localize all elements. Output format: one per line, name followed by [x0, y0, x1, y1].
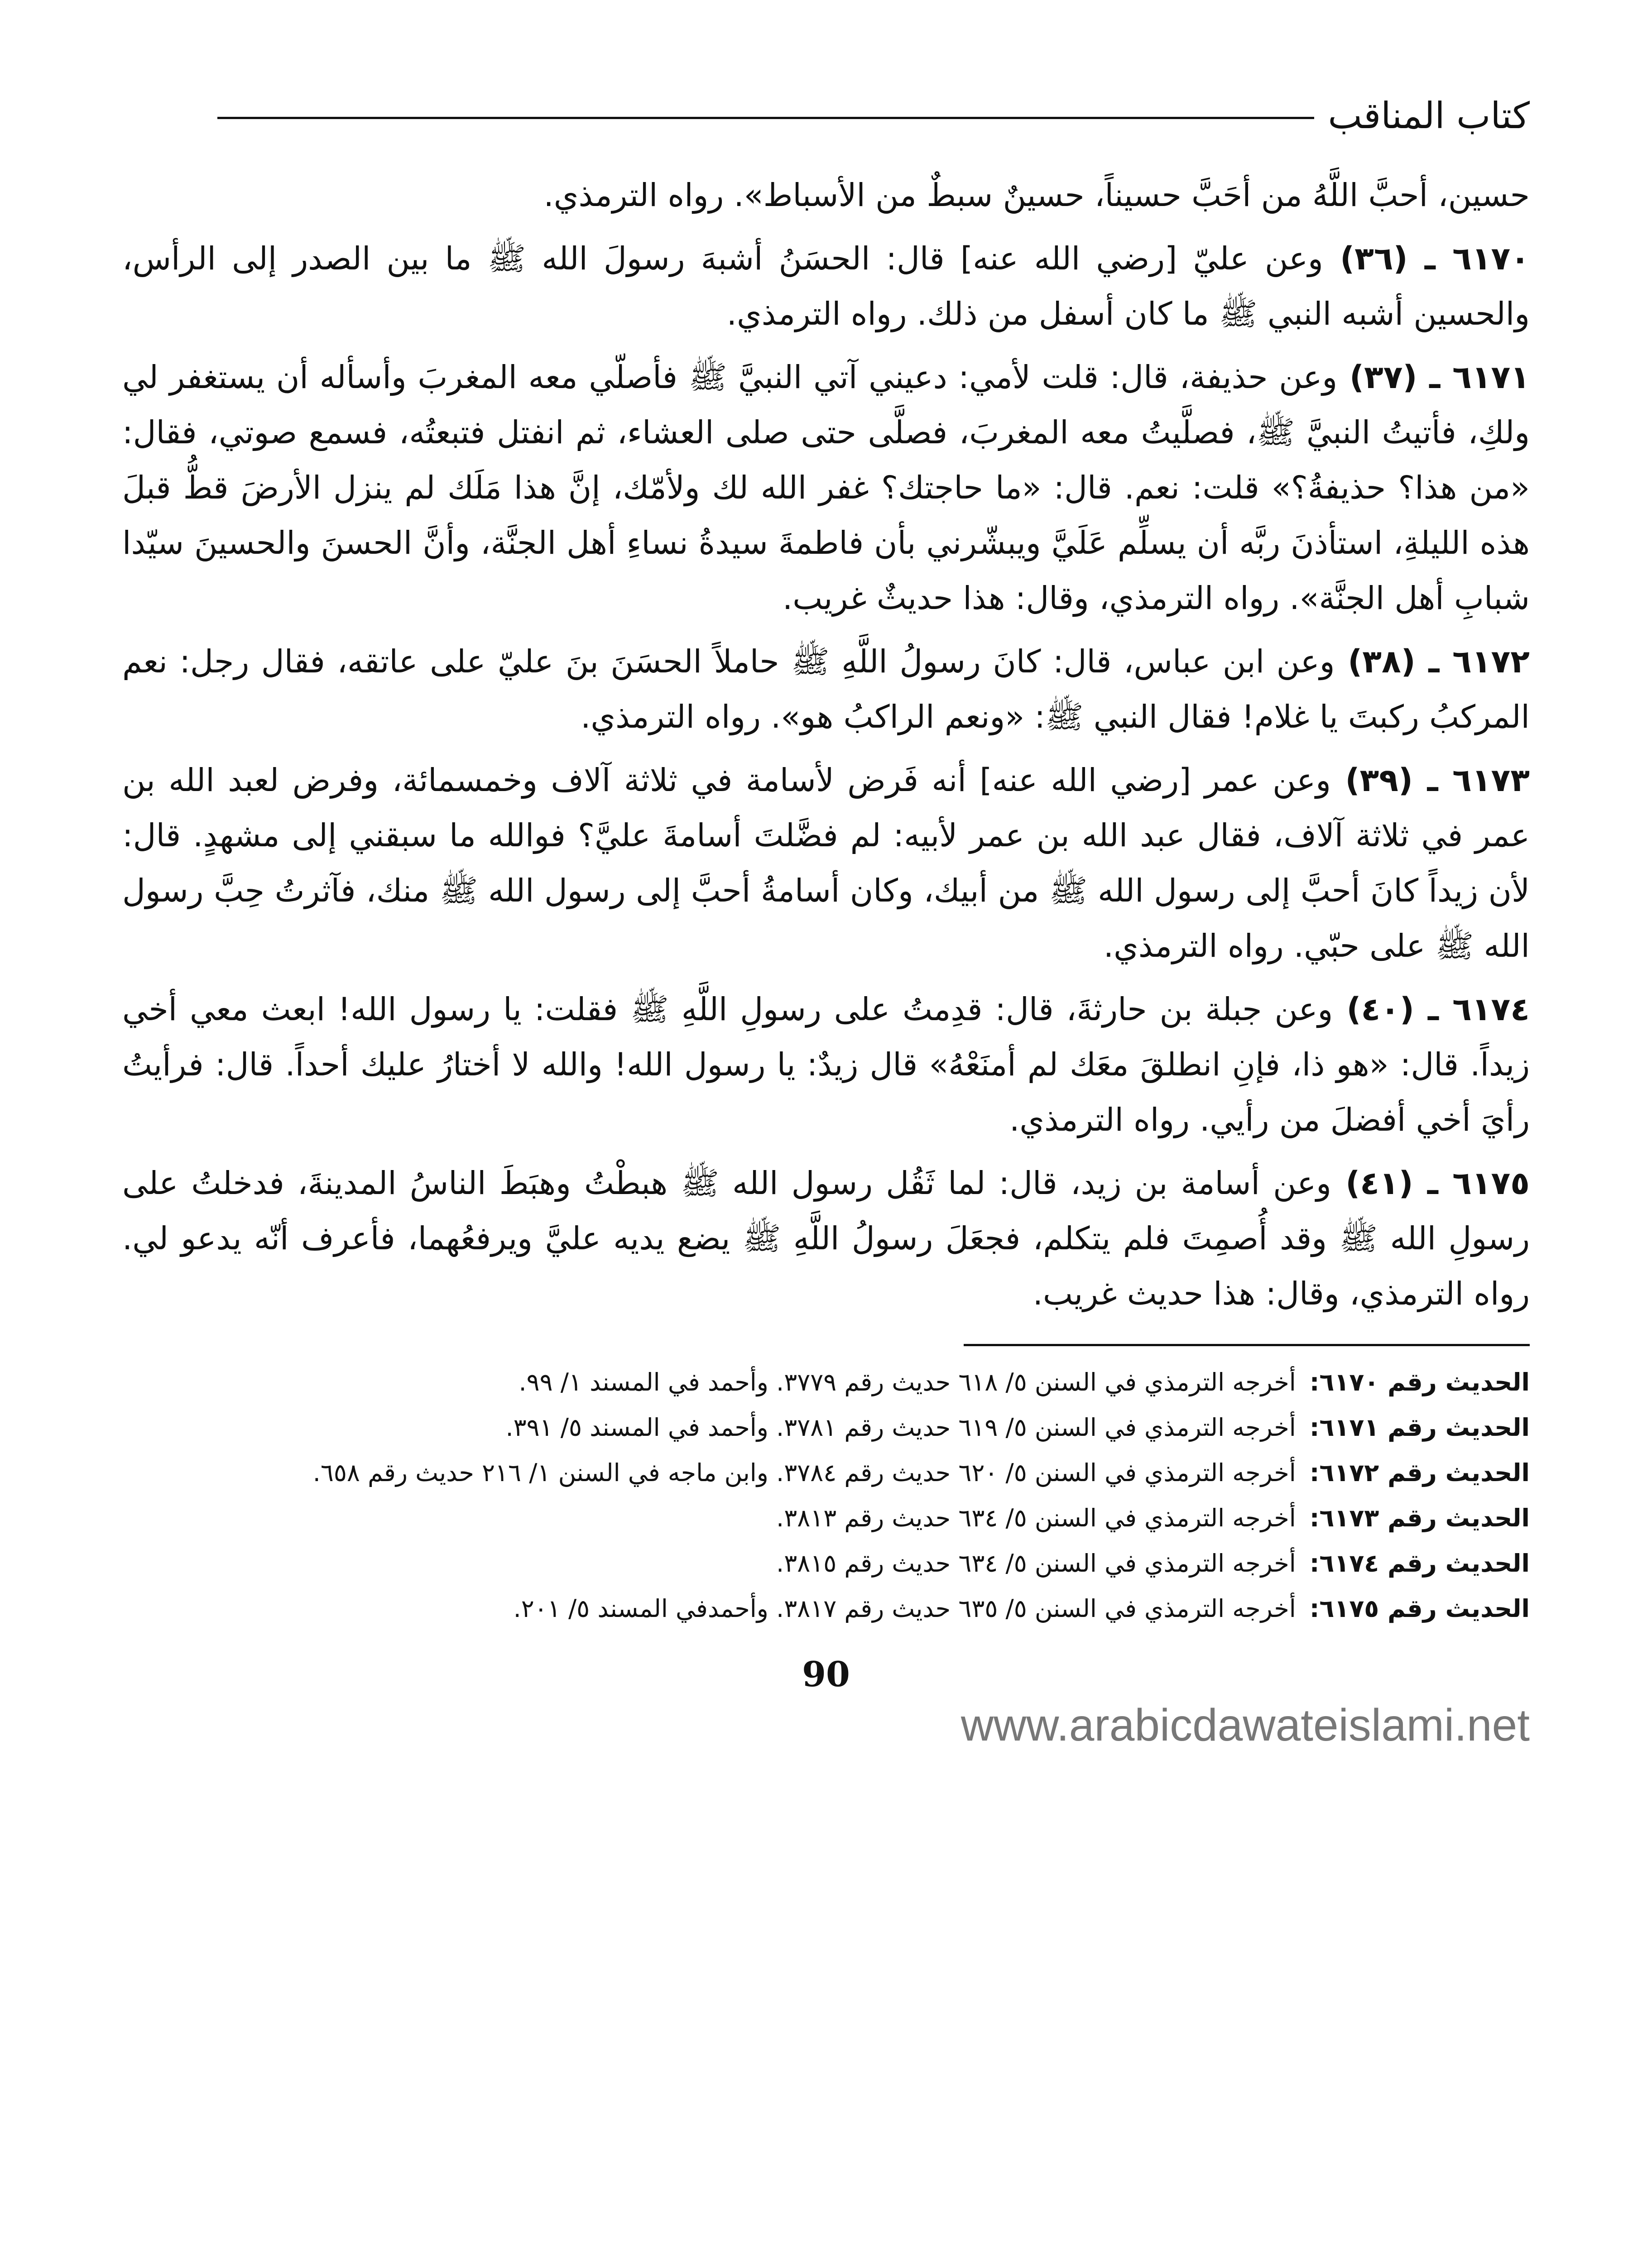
page-number: 90: [802, 1654, 850, 1694]
footnote: [122, 1450, 1530, 1496]
hadith-number: ٦١٧١ ـ (٣٧): [1337, 359, 1530, 396]
footnote-separator: [964, 1344, 1530, 1346]
hadith-text: حسين، أحبَّ اللَّهُ من أحَبَّ حسيناً، حسينٌ سبطٌ من الأسباط». رواه الترمذي.: [543, 177, 1530, 214]
hadith-number: ٦١٧٠ ـ (٣٦): [1323, 240, 1530, 277]
hadith-text: وعن عليّ [رضي الله عنه] قال: الحسَنُ أشبهَ رسولَ الله ﷺ ما بين الصدر إلى الرأس، والحسين أشبه النبي ﷺ ما كان أسفل من ذلك. رواه الترمذي.: [122, 240, 1530, 332]
hadith-text: وعن جبلة بن حارثةَ، قال: قدِمتُ على رسولِ اللَّهِ ﷺ فقلت: يا رسول الله! ابعث معي أخي زيداً. قال: «هو ذا، فإنِ انطلقَ معَك لم أمنَعْهُ» قال زيدٌ: يا رسول الله! والله لا أختارُ عليك أحداً. قال: فرأيتُ رأيَ أخي أفضلَ من رأيي. رواه الترمذي.: [122, 991, 1530, 1138]
footnote: [122, 1496, 1530, 1541]
footnote: [122, 1586, 1530, 1631]
paragraph: [122, 753, 1530, 974]
paragraph: [122, 231, 1530, 341]
hadith-number: ٦١٧٥ ـ (٤١): [1331, 1165, 1530, 1202]
hadith-number: ٦١٧٢ ـ (٣٨): [1335, 643, 1530, 680]
footnotes: [122, 1360, 1530, 1631]
footnote: [122, 1541, 1530, 1586]
paragraph: [122, 168, 1530, 223]
footnote: [122, 1405, 1530, 1450]
footnote-label: الحديث رقم ٦١٧٠:: [1309, 1368, 1530, 1396]
footnote: [122, 1360, 1530, 1405]
footnote-text: أخرجه الترمذي في السنن ٥/ ٦٣٤ حديث رقم ٣٨١٥.: [776, 1549, 1296, 1578]
footnote-label: الحديث رقم ٦١٧٥:: [1309, 1594, 1530, 1623]
footnote-label: الحديث رقم ٦١٧٢:: [1309, 1458, 1530, 1487]
main-text: [122, 168, 1530, 1321]
hadith-text: وعن أسامة بن زيد، قال: لما ثَقُل رسول الله ﷺ هبطْتُ وهبَطَ الناسُ المدينةَ، فدخلتُ على رسولِ الله ﷺ وقد أُصمِتَ فلم يتكلم، فجعَلَ رسولُ اللَّهِ ﷺ يضع يديه عليَّ ويرفعُهما، فأعرف أنّه يدعو لي. رواه الترمذي، وقال: هذا حديث غريب.: [122, 1165, 1530, 1312]
header-rule: [217, 117, 1314, 119]
hadith-text: وعن ابن عباس، قال: كانَ رسولُ اللَّهِ ﷺ حاملاً الحسَنَ بنَ عليّ على عاتقه، فقال رجل: نعم المركبُ ركبتَ يا غلام! فقال النبي ﷺ: «ونعم الراكبُ هو». رواه الترمذي.: [122, 643, 1530, 735]
footnote-separator-wrap: [122, 1344, 1530, 1346]
paragraph: [122, 982, 1530, 1147]
chapter-title: كتاب المناقب: [1328, 94, 1530, 137]
footnote-label: الحديث رقم ٦١٧٣:: [1309, 1504, 1530, 1532]
footnote-text: أخرجه الترمذي في السنن ٥/ ٦١٨ حديث رقم ٣٧٧٩. وأحمد في المسند ١/ ٩٩.: [519, 1368, 1296, 1396]
footnote-text: أخرجه الترمذي في السنن ٥/ ٦٢٠ حديث رقم ٣٧٨٤. وابن ماجه في السنن ١/ ٢١٦ حديث رقم ٦٥٨.: [312, 1458, 1296, 1487]
running-header: [217, 91, 1530, 140]
hadith-number: ٦١٧٣ ـ (٣٩): [1330, 762, 1530, 799]
footnote-text: أخرجه الترمذي في السنن ٥/ ٦٣٥ حديث رقم ٣٨١٧. وأحمدفي المسند ٥/ ٢٠١.: [513, 1594, 1296, 1623]
paragraph: [122, 350, 1530, 626]
footnote-label: الحديث رقم ٦١٧٤:: [1309, 1549, 1530, 1578]
paragraph: [122, 1156, 1530, 1321]
footnote-text: أخرجه الترمذي في السنن ٥/ ٦٣٤ حديث رقم ٣٨١٣.: [776, 1504, 1296, 1532]
paragraph: [122, 634, 1530, 744]
footnote-text: أخرجه الترمذي في السنن ٥/ ٦١٩ حديث رقم ٣٧٨١. وأحمد في المسند ٥/ ٣٩١.: [505, 1413, 1296, 1442]
footnote-label: الحديث رقم ٦١٧١:: [1309, 1413, 1530, 1442]
hadith-number: ٦١٧٤ ـ (٤٠): [1333, 991, 1530, 1028]
hadith-text: وعن عمر [رضي الله عنه] أنه فَرض لأسامة في ثلاثة آلاف وخمسمائة، وفرض لعبد الله بن عمر في ثلاثة آلاف، فقال عبد الله بن عمر لأبيه: لم فضَّلتَ أسامةَ عليَّ؟ فوالله ما سبقني إلى مشهدٍ. قال: لأن زيداً كانَ أحبَّ إلى رسول الله ﷺ من أبيك، وكان أسامةُ أحبَّ إلى رسول الله ﷺ منك، فآثرتُ حِبَّ رسول الله ﷺ على حبّي. رواه الترمذي.: [122, 762, 1530, 964]
hadith-text: وعن حذيفة، قال: قلت لأمي: دعيني آتي النبيَّ ﷺ فأصلّي معه المغربَ وأسأله أن يستغفر لي ولكِ، فأتيتُ النبيَّ ﷺ، فصلَّيتُ معه المغربَ، فصلَّى حتى صلى العشاء، ثم انفتل فتبعتُه، فسمع صوتي، فقال: «من هذا؟ حذيفةُ؟» قلت: نعم. قال: «ما حاجتك؟ غفر الله لك ولأمّك، إنَّ هذا مَلَك لم ينزل الأرضَ قطُّ قبلَ هذه الليلةِ، استأذنَ ربَّه أن يسلِّم عَلَيَّ ويبشّرني بأن فاطمةَ سيدةُ نساءِ أهل الجنَّة، وأنَّ الحسنَ والحسينَ سيّدا شبابِ أهل الجنَّة». رواه الترمذي، وقال: هذا حديثٌ غريب.: [122, 359, 1530, 617]
watermark-url: www.arabicdawateislami.net: [960, 1700, 1530, 1751]
